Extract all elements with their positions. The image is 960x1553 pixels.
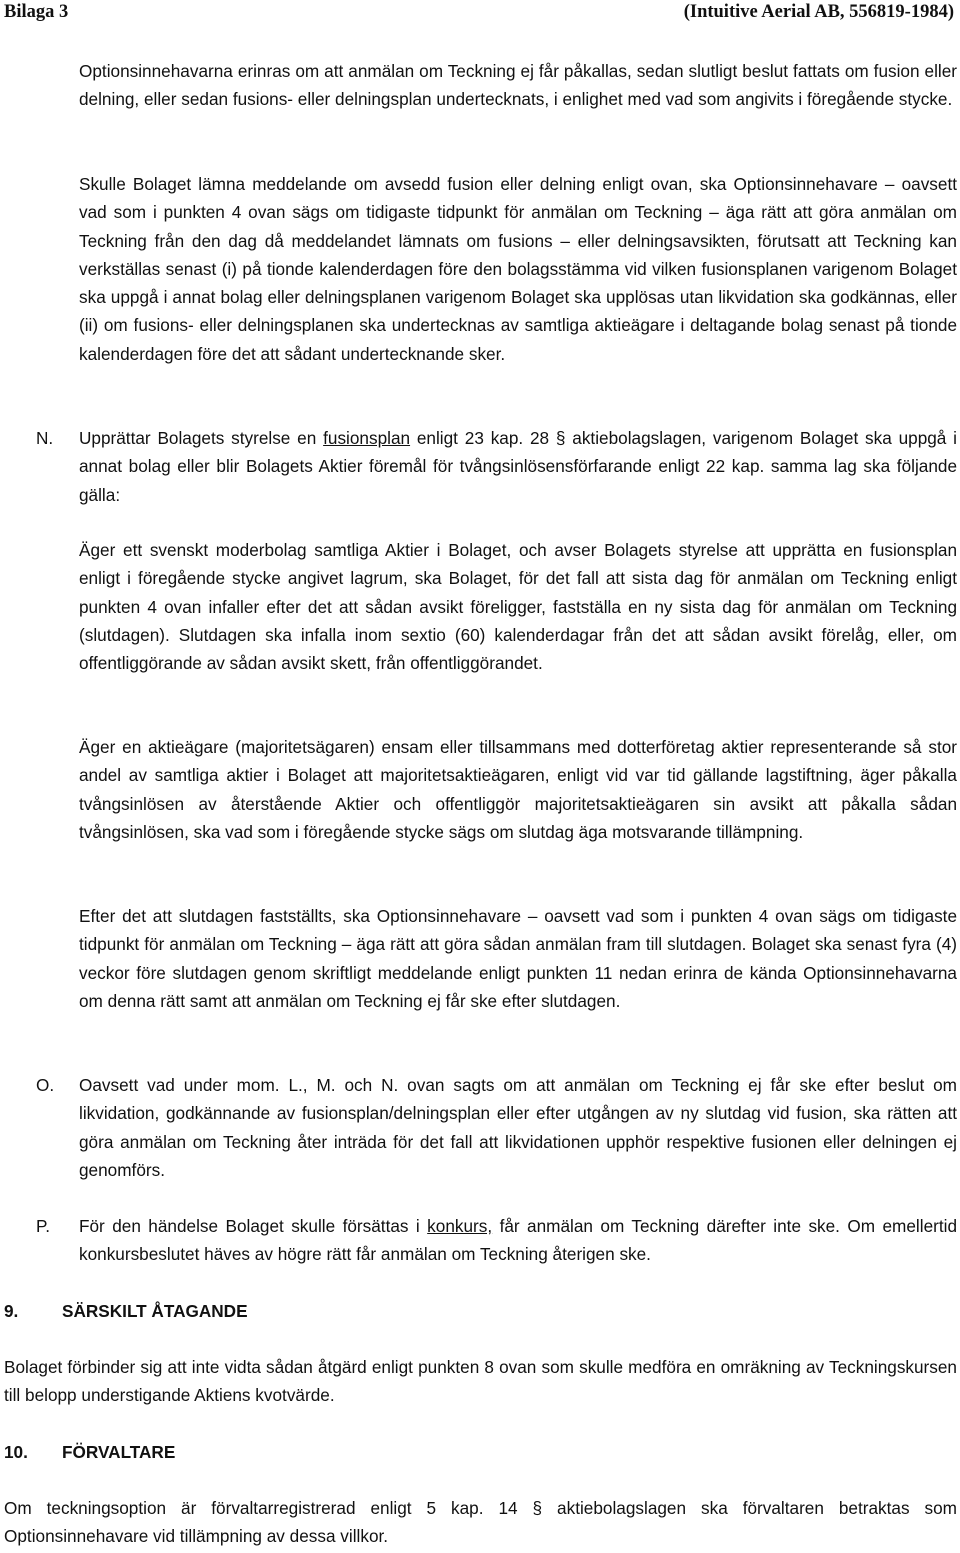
section-heading-10 [4, 1438, 175, 1466]
paragraph-final-day: Efter det att slutdagen fastställts, ska Optionsinnehavare – oavsett vad som i punkten 4 ovan sägs om tidigaste tidpunkt för anmälan om Teckning – äga rätt att göra sådan anmälan fram till slutdagen. Bolaget ska senast fyra (4) veckor före slutdagen genom skriftligt meddelande enligt punkten 11 nedan erinra de kända Optionsinnehavarna om denna rätt samt att anmälan om Teckning ej får ske efter slutdagen. [79, 906, 957, 1011]
item-text-p [79, 1212, 957, 1269]
section-9-text: Bolaget förbinder sig att inte vidta sådan åtgärd enligt punkten 8 ovan som skulle medföra en omräkning av Teckningskursen till belopp understigande Aktiens kvotvärde. [4, 1357, 957, 1406]
item-n-text-start: Upprättar Bolagets styrelse en [79, 428, 324, 448]
list-item-n [36, 424, 957, 509]
paragraph-fusion-notice: Skulle Bolaget lämna meddelande om avsedd fusion eller delning enligt ovan, ska Optionsinnehavare – oavsett vad som i punkten 4 ovan sägs om tidigaste tidpunkt för anmälan om Teckning – äga rätt att göra anmälan om Teckning från den dag då meddelandet lämnats om fusions – eller delningsavsikten, förutsatt att Teckning kan verkställas senast (i) på tionde kalenderdagen före den bolagsstämma vid vilken fusionsplanen varigenom Bolaget ska uppgå i annat bolag eller delningsplanen varigenom Bolaget ska upplösas utan likvidation ska godkännas, eller (ii) om fusions- eller delningsplanen ska undertecknas av samtliga aktieägare i deltagande bolag senast på tionde kalenderdagen före det att sådant undertecknande sker. [79, 174, 957, 364]
list-item-o [36, 1071, 957, 1184]
paragraph-fusion-reminder: Optionsinnehavarna erinras om att anmälan om Teckning ej får påkallas, sedan slutligt beslut fattats om fusion eller delning, eller sedan fusions- eller delningsplan undertecknats, i enlighet med vad som angivits i föregående stycke. [79, 61, 957, 110]
section-10-text: Om teckningsoption är förvaltarregistrerad enligt 5 kap. 14 § aktiebolagslagen ska förvaltaren betraktas som Optionsinnehavare vid tillämpning av dessa villkor. [4, 1498, 957, 1547]
item-p-text-start: För den händelse Bolaget skulle försättas i [79, 1216, 428, 1236]
item-text-o: Oavsett vad under mom. L., M. och N. ovan sagts om att anmälan om Teckning ej får ske efter beslut om likvidation, godkännande av fusionsplan/delningsplan eller efter utgången av ny slutdag vid fusion, ska rätten att göra anmälan om Teckning åter inträda för det fall att likvidationen upphör respektive fusionen eller delningen ej genomförs. [79, 1075, 957, 1180]
fusionsplan-underlined: fusionsplan [323, 428, 411, 448]
item-label-o: O. [36, 1075, 55, 1095]
item-text-n [79, 424, 957, 509]
section-number-10: 10. [4, 1442, 28, 1462]
section-heading-9 [4, 1297, 248, 1325]
item-p-text-end: får anmälan om Teckning därefter inte ske. Om emellertid konkursbeslutet häves av högre rätt får anmälan om Teckning återigen ske. [79, 1216, 958, 1265]
header-company-info: (Intuitive Aerial AB, 556819-1984) [683, 2, 954, 22]
paragraph-majority-owner: Äger en aktieägare (majoritetsägaren) ensam eller tillsammans med dotterföretag aktier representerande så stor andel av samtliga aktier i Bolaget att majoritetsaktieägaren, enligt vid var tid gällande lagstiftning, äger påkalla tvångsinlösen av återstående Aktier och offentliggör majoritetsaktieägaren sin avsikt att påkalla sådan tvångsinlösen, ska vad som i föregående stycke sägs om slutdag äga motsvarande tillämpning. [79, 737, 957, 842]
list-item-p [36, 1212, 957, 1269]
item-label-p: P. [36, 1216, 51, 1236]
section-number-9: 9. [4, 1301, 19, 1321]
paragraph-parent-company: Äger ett svenskt moderbolag samtliga Aktier i Bolaget, och avser Bolagets styrelse att upprätta en fusionsplan enligt i föregående stycke angivet lagrum, ska Bolaget, för det fall att sista dag för anmälan om Teckning enligt punkten 4 ovan infaller efter det att sådan avsikt föreligger, fastställa en ny sista dag för anmälan om Teckning (slutdagen). Slutdagen ska infalla inom sextio (60) kalenderdagar från det att sådan avsikt förelåg, eller, om offentliggörande av sådan avsikt skett, från offentliggörandet. [79, 540, 957, 674]
konkurs-underlined: konkurs, [427, 1216, 493, 1236]
item-n-text-end: enligt 23 kap. 28 § aktiebolagslagen, varigenom Bolaget ska uppgå i annat bolag eller blir Bolagets Aktier föremål för tvångsinlösensförfarande enligt 22 kap. samma lag ska följande gälla: [79, 428, 957, 505]
page-header [4, 2, 954, 26]
item-label-n: N. [36, 428, 54, 448]
section-title-10: FÖRVALTARE [62, 1442, 176, 1462]
section-title-9: SÄRSKILT ÅTAGANDE [62, 1301, 248, 1321]
header-appendix-label: Bilaga 3 [4, 2, 69, 22]
